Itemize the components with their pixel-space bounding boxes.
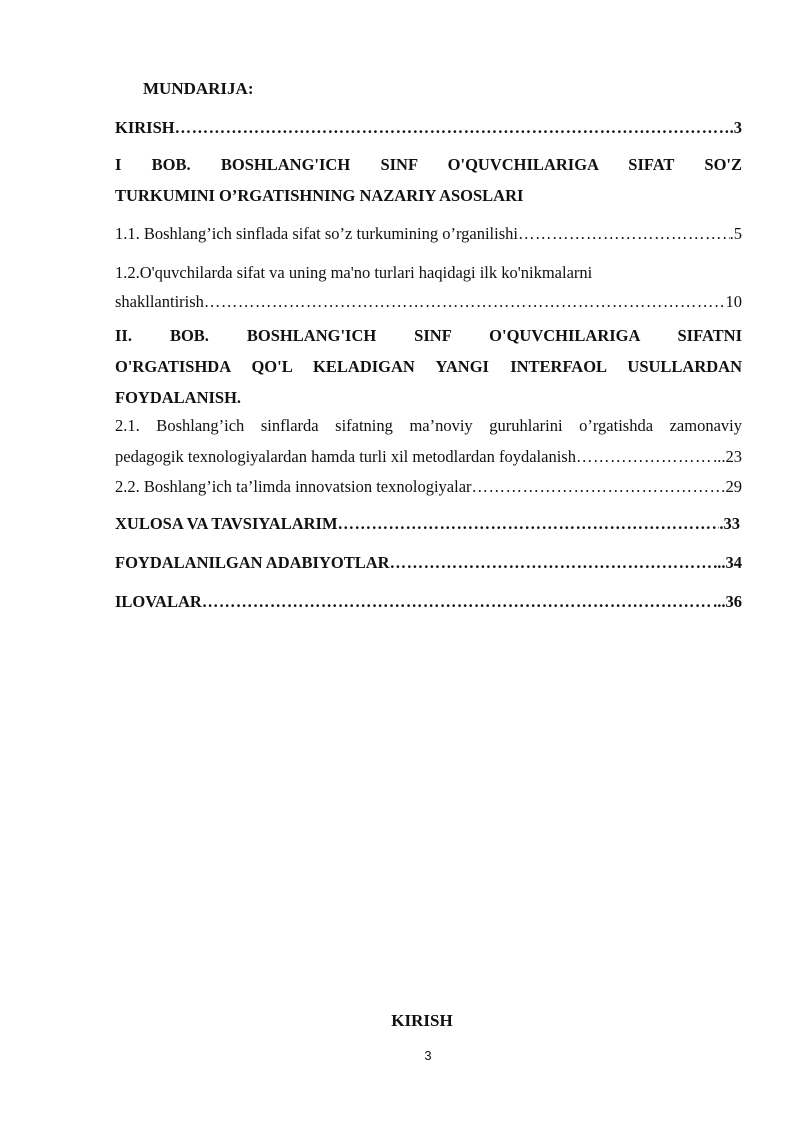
dot-leader (390, 549, 718, 577)
chapter-title-line: O'RGATISHDA QO'L KELADIGAN YANGI INTERFAOL USULLARDAN (115, 357, 742, 376)
dot-leader (472, 473, 726, 501)
dot-leader (518, 220, 730, 248)
toc-page-number: 29 (725, 477, 742, 496)
table-of-contents (115, 76, 742, 616)
dot-leader (202, 588, 713, 616)
dot-leader (204, 288, 726, 316)
dot-leader (175, 114, 730, 142)
toc-page-number: 10 (725, 292, 742, 311)
toc-page-number: ...36 (713, 592, 742, 611)
toc-page-number: ...23 (713, 447, 742, 466)
toc-entry-adabiyotlar (115, 549, 742, 577)
toc-entry-text: 2.1. Boshlang’ich sinflarda sifatning ma’noviy guruhlarini o’rgatishda zamonaviy (115, 416, 742, 435)
toc-page-number: ..34 (717, 553, 742, 572)
toc-chapter-1 (115, 149, 742, 211)
toc-entry-ilovalar (115, 588, 742, 616)
toc-entry-text: 1.1. Boshlang’ich sinflada sifat so’z turkumining o’rganilishi (115, 224, 518, 243)
toc-page-number: .33 (719, 514, 740, 533)
toc-section-2-2 (115, 473, 742, 501)
toc-entry-text: KIRISH (115, 118, 175, 137)
toc-entry-text: 2.2. Boshlang’ich ta’limda innovatsion texnologiyalar (115, 477, 472, 496)
toc-section-2-1 (115, 410, 742, 473)
chapter-title-line: II. BOB. BOSHLANG'ICH SINF O'QUVCHILARIGA SIFATNI (115, 326, 742, 345)
toc-page-number: .5 (729, 224, 742, 243)
next-section-heading: KIRISH (391, 1011, 453, 1030)
toc-chapter-2 (115, 320, 742, 413)
toc-entry-text: ILOVALAR (115, 592, 202, 611)
toc-entry-text: pedagogik texnologiyalardan hamda turli xil metodlardan foydalanish (115, 447, 576, 466)
toc-section-1-2 (115, 257, 742, 316)
toc-entry-text: FOYDALANILGAN ADABIYOTLAR (115, 553, 390, 572)
toc-section-1-1 (115, 220, 742, 248)
toc-entry-text: shakllantirish (115, 292, 204, 311)
toc-title: MUNDARIJA: (143, 79, 254, 98)
chapter-title-line: TURKUMINI O’RGATISHNING NAZARIY ASOSLARI (115, 186, 524, 205)
dot-leader (576, 441, 713, 473)
chapter-title-line: FOYDALANISH. (115, 388, 242, 407)
dot-leader (338, 510, 720, 538)
toc-page-number: .3 (729, 118, 742, 137)
toc-entry-kirish (115, 114, 742, 142)
chapter-title-line: I BOB. BOSHLANG'ICH SINF O'QUVCHILARIGA SIFAT SO'Z (115, 155, 742, 174)
toc-entry-xulosa (115, 510, 740, 538)
page-number: 3 (424, 1048, 432, 1063)
toc-entry-text: 1.2.O'quvchilarda sifat va uning ma'no turlari haqidagi ilk ko'nikmalarni (115, 263, 593, 282)
toc-entry-text: XULOSA VA TAVSIYALARIM (115, 514, 338, 533)
